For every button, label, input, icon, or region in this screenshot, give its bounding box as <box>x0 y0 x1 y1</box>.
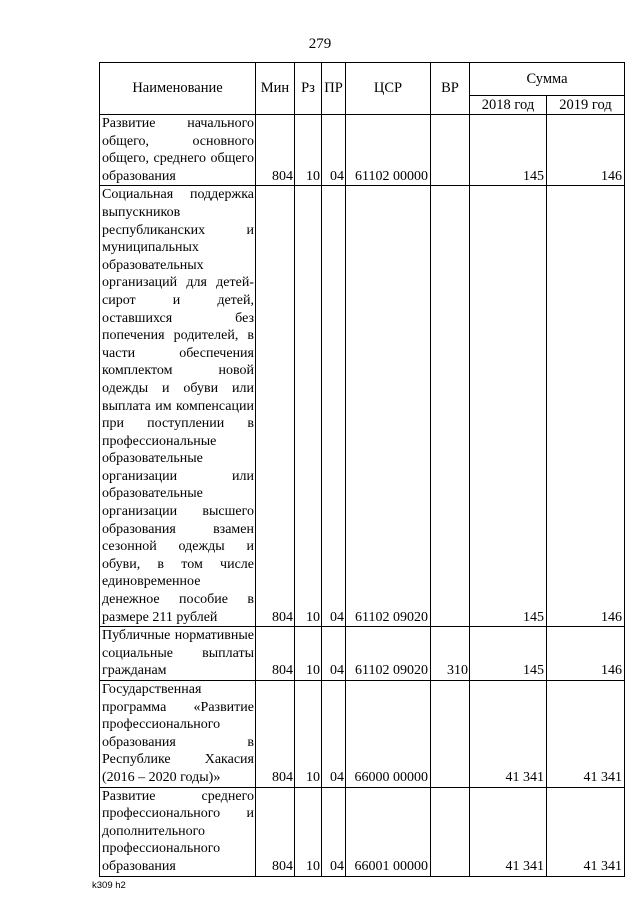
table-row <box>100 627 625 681</box>
row-rz: 10 <box>295 681 322 788</box>
row-pr: 04 <box>322 787 346 876</box>
row-sum-2018: 145 <box>470 186 547 627</box>
row-pr: 04 <box>322 115 346 186</box>
row-csr: 66000 00000 <box>346 681 431 788</box>
row-sum-2019: 41 341 <box>547 681 625 788</box>
row-csr: 61102 09020 <box>346 627 431 681</box>
row-sum-2019: 146 <box>547 627 625 681</box>
row-sum-2019: 41 341 <box>547 787 625 876</box>
row-min: 804 <box>256 186 295 627</box>
row-sum-2019: 146 <box>547 115 625 186</box>
table-row <box>100 115 625 186</box>
row-min: 804 <box>256 627 295 681</box>
row-rz: 10 <box>295 186 322 627</box>
header-sum: Сумма <box>470 63 625 96</box>
header-year-2018: 2018 год <box>470 96 547 115</box>
row-sum-2018: 145 <box>470 115 547 186</box>
page-number: 279 <box>308 36 332 52</box>
header-min: Мин <box>256 63 295 115</box>
row-sum-2018: 41 341 <box>470 681 547 788</box>
table-row <box>100 681 625 788</box>
header-name: Наименование <box>100 63 256 115</box>
table-row <box>100 787 625 876</box>
row-csr: 61102 09020 <box>346 186 431 627</box>
row-name: Публичные нормативные социальные выплаты гражданам <box>100 627 256 681</box>
row-sum-2018: 41 341 <box>470 787 547 876</box>
footer-code: k309 h2 <box>92 880 126 891</box>
row-name: Социальная поддержка выпускников республиканских и муниципальных образовательных организаций для детей-сирот и детей, оставшихся без попечения родителей, в части обеспечения комплектом новой одежды и обуви или выплата им компенсации при поступлении в профессиональные образовательные организации или образовательные организации высшего образования взамен сезонной одежды и обуви, в том числе единовременное денежное пособие в размере 211 рублей <box>100 186 256 627</box>
row-vr <box>431 115 470 186</box>
budget-table <box>99 62 625 877</box>
row-vr <box>431 186 470 627</box>
row-csr: 61102 00000 <box>346 115 431 186</box>
table-row <box>100 186 625 627</box>
header-pr: ПР <box>322 63 346 115</box>
row-vr: 310 <box>431 627 470 681</box>
row-sum-2018: 145 <box>470 627 547 681</box>
row-rz: 10 <box>295 115 322 186</box>
row-rz: 10 <box>295 627 322 681</box>
header-rz: Рз <box>295 63 322 115</box>
row-sum-2019: 146 <box>547 186 625 627</box>
row-name: Государственная программа «Развитие профессионального образования в Республике Хакасия (2016 – 2020 годы)» <box>100 681 256 788</box>
row-pr: 04 <box>322 681 346 788</box>
row-name: Развитие начального общего, основного общего, среднего общего образования <box>100 115 256 186</box>
header-year-2019: 2019 год <box>547 96 625 115</box>
row-csr: 66001 00000 <box>346 787 431 876</box>
row-pr: 04 <box>322 186 346 627</box>
row-min: 804 <box>256 115 295 186</box>
header-csr: ЦСР <box>346 63 431 115</box>
row-name: Развитие среднего профессионального и дополнительного профессионального образования <box>100 787 256 876</box>
row-min: 804 <box>256 681 295 788</box>
row-vr <box>431 787 470 876</box>
header-vr: ВР <box>431 63 470 115</box>
row-rz: 10 <box>295 787 322 876</box>
row-min: 804 <box>256 787 295 876</box>
row-vr <box>431 681 470 788</box>
row-pr: 04 <box>322 627 346 681</box>
